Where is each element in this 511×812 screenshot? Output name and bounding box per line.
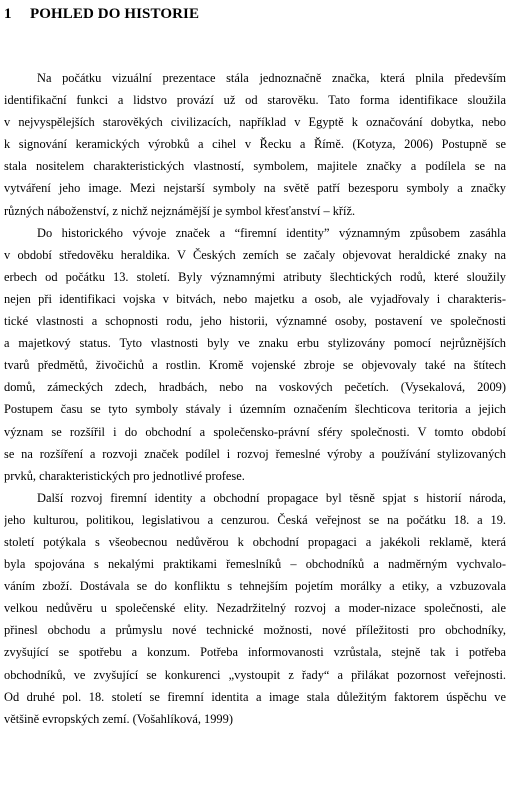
text-line: váním zboží. Dostávala se do konfliktu s tehnejším pojetím morálky a etiky, a vzbuzovala <box>4 579 506 594</box>
chapter-heading <box>4 6 199 23</box>
text-line: prvků, charakteristických pro jednotlivé profese. <box>4 468 245 483</box>
text-line: význam se rozšířil i do obchodní a společensko-právní sféry společnosti. V tomto období <box>4 424 506 439</box>
text-line: Další rozvoj firemní identity a obchodní propagace byl těsně spjat s historií národa, <box>37 490 506 505</box>
text-line: k signování keramických výrobků a cihel v Řecku a Římě. (Kotyza, 2006) Postupně se <box>4 137 506 152</box>
text-line: velkou nedůvěru u společenské elity. Nezadržitelný rozvoj a moder-nizace společnosti, ale <box>4 601 506 616</box>
paragraph <box>4 487 506 730</box>
text-line: Postupem času se tyto symboly stávaly i územním označením šlechticova teritoria a jejich <box>4 402 506 417</box>
text-line: identifikační funkci a lidstvo provází už od starověku. Tato forma identifikace sloužila <box>4 93 506 108</box>
text-line: Od druhé pol. 18. století se firemní identita a image stala důležitým faktorem úspěchu ve <box>4 689 506 704</box>
text-line: v období středověku heraldika. V Českých zemích se začaly objevovat heraldické znaky na <box>4 247 506 262</box>
text-line: tické vlastnosti a schopnosti rodu, jeho historii, významné osoby, postavení ve společnosti <box>4 314 506 329</box>
chapter-title: POHLED DO HISTORIE <box>30 6 200 22</box>
paragraph <box>4 222 506 487</box>
text-line: Do historického vývoje značek a “firemní identity” významným způsobem zasáhla <box>37 225 506 240</box>
text-line: přinesl obchodu a průmyslu nové technické možnosti, nové příležitosti pro obchodníky, <box>4 623 506 638</box>
text-line: vytváření jeho image. Mezi nejstarší symboly na světě patří bezesporu symboly a značky <box>4 181 506 196</box>
text-line: erbech od počátku 13. století. Byly významnými atributy šlechtických rodů, které sloužily <box>4 269 506 284</box>
text-line: jeho kulturou, politikou, legislativou a cenzurou. Česká veřejnost se na počátku 18. a 19. <box>4 512 506 527</box>
text-line: obchodníků, ve zvyšující se konkurenci „vystoupit z řady“ a přilákat pozornost veřejnosti. <box>4 667 506 682</box>
text-line: stala nositelem charakteristických vlastností, symbolem, majitele značky a podílela se na <box>4 159 506 174</box>
text-line: a majetkový status. Tyto vlastnosti byly ve znaku erbu stylizovány pomocí nejrůznějších <box>4 336 506 351</box>
chapter-number: 1 <box>4 6 12 22</box>
document-body <box>4 67 506 730</box>
text-line: různých náboženství, z nichž nejznámější je symbol křesťanství – kříž. <box>4 203 356 218</box>
text-line: zvyšující se spotřebu a konzum. Potřeba informovanosti vzrůstala, stejně tak i potřeba <box>4 645 506 660</box>
paragraph <box>4 67 506 222</box>
text-line: v nejvyspělejších starověkých civilizacích, například v Egyptě k označování dobytka, nebo <box>4 115 506 130</box>
text-line: nejen při identifikaci vojska v bitvách, nebo majetku a osob, ale vyjadřovaly i charakteris- <box>4 291 506 306</box>
text-line: většině evropských zemí. (Vošahlíková, 1999) <box>4 711 233 726</box>
text-line: byla spojována s nekalými praktikami řemeslníků – obchodníků a nadměrným vychvalo- <box>4 557 506 572</box>
text-line: století potýkala s všeobecnou nedůvěrou k obchodní propagaci a jakékoli reklamě, která <box>4 534 506 549</box>
text-line: se na rozšíření a rozvoji značek podílel i rozvoj řemeslné výroby a používání stylizovaných <box>4 446 506 461</box>
text-line: tvarů předmětů, živočichů a rostlin. Kromě vojenské zbroje se objevovaly také na štítech <box>4 358 506 373</box>
text-line: domů, zámeckých zdech, hradbách, nebo na voskových pečetích. (Vysekalová, 2009) <box>4 380 506 395</box>
text-line: Na počátku vizuální prezentace stála jednoznačně značka, která plnila především <box>37 71 506 85</box>
